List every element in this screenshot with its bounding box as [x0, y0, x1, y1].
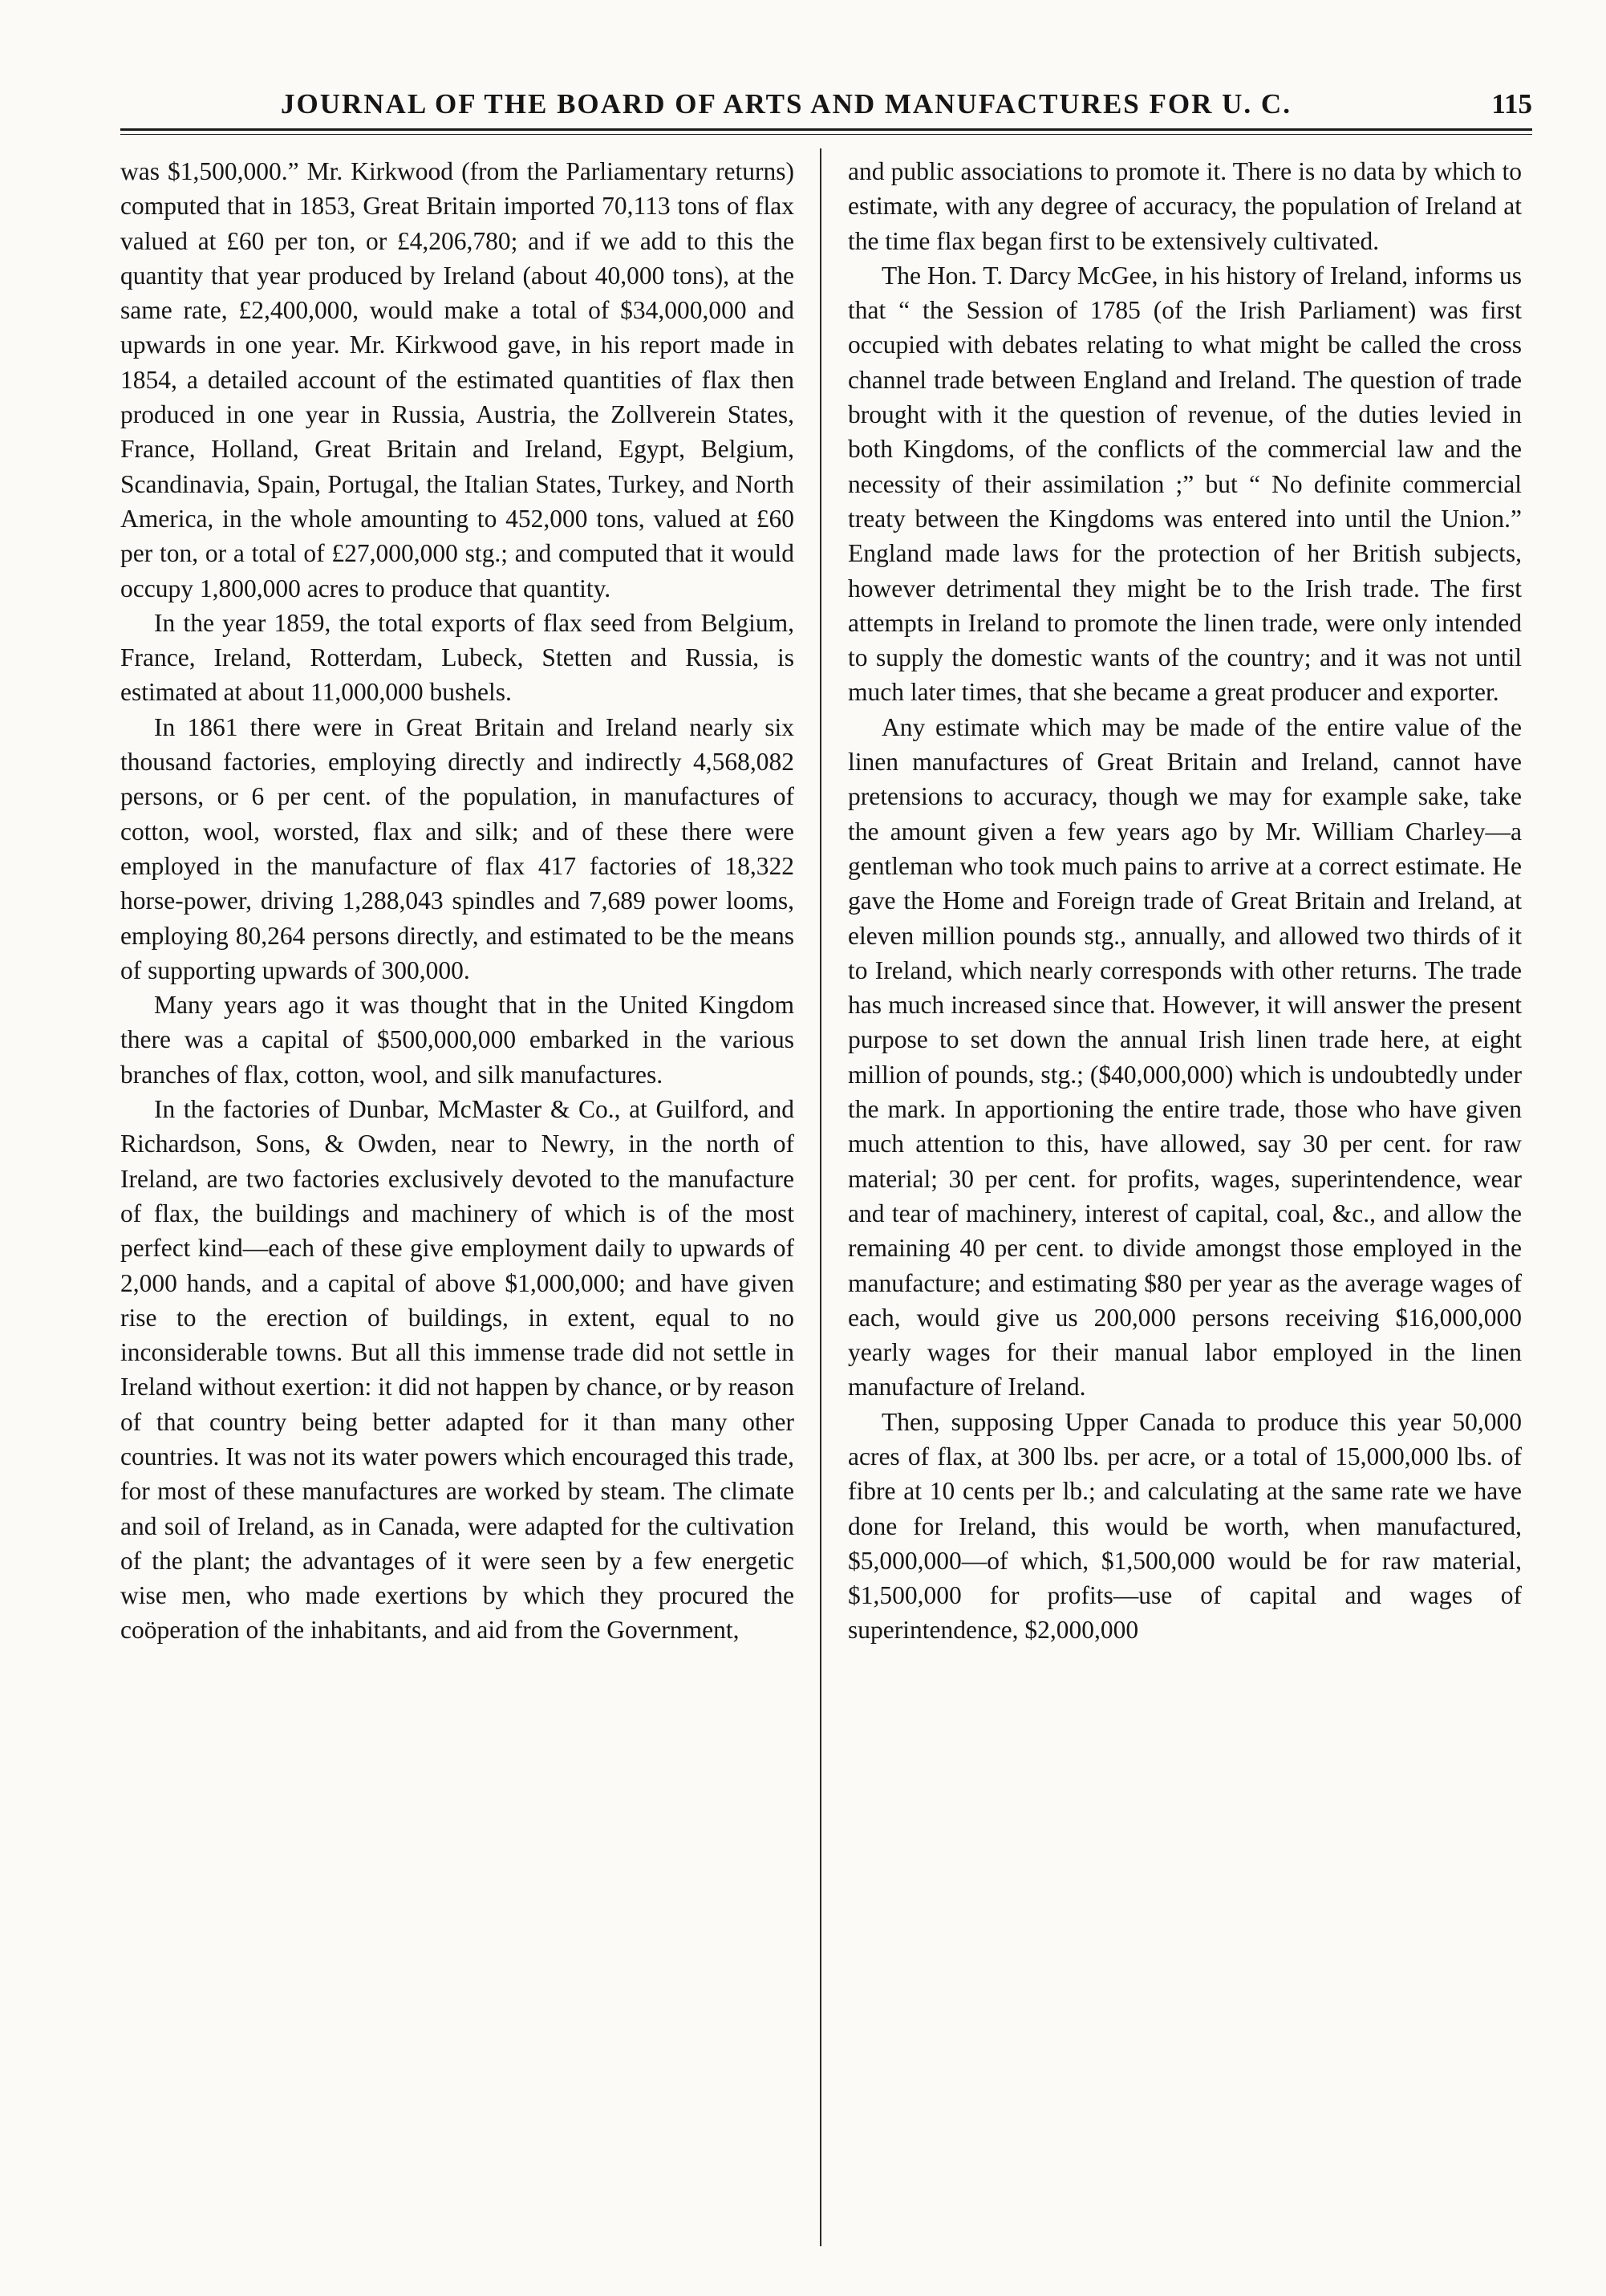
paragraph: The Hon. T. Darcy McGee, in his history of Ireland, informs us that “ the Session of 1785 (of the Irish Parliament) was first occupied with debates relating to what might be called the cross channel trade between England and Ireland. The question of trade brought with it the question of revenue, of the duties levied in both Kingdoms, of the conflicts of the commercial law and the necessity of their assimilation ;” but “ No definite commercial treaty between the Kingdoms was entered into until the Union.” England made laws for the protection of her British subjects, however detrimental they might be to the Irish trade. The first attempts in Ireland to promote the linen trade, were only intended to supply the domestic wants of the country; and it was not until much later times, that she became a great producer and exporter. [848, 261, 1522, 707]
paragraph: was $1,500,000.” Mr. Kirkwood (from the Parliamentary returns) computed that in 1853, Great Britain imported 70,113 tons of flax valued at £60 per ton, or £4,206,780; and if we add to this the quantity that year produced by Ireland (about 40,000 tons), at the same rate, £2,400,000, would make a total of $34,000,000 and upwards in one year. Mr. Kirkwood gave, in his report made in 1854, a detailed account of the estimated quantities of flax then produced in one year in Russia, Austria, the Zollverein States, France, Holland, Great Britain and Ireland, Egypt, Belgium, Scandinavia, Spain, Portugal, the Italian States, Turkey, and North America, in the whole amounting to 452,000 tons, valued at £60 per ton, or a total of £27,000,000 stg.; and computed that it would occupy 1,800,000 acres to produce that quantity. [120, 157, 794, 602]
right-column [848, 154, 1522, 1648]
running-title: JOURNAL OF THE BOARD OF ARTS AND MANUFACTURES FOR U. C. [281, 88, 1292, 120]
paragraph: Then, supposing Upper Canada to produce this year 50,000 acres of flax, at 300 lbs. per acre, or a total of 15,000,000 lbs. of fibre at 10 cents per lb.; and calculating at the same rate we have done for Ireland, this would be worth, when manufactured, $5,000,000—of which, $1,500,000 would be for raw material, $1,500,000 for profits—use of capital and wages of superintendence, $2,000,000 [848, 1407, 1522, 1645]
paragraph: and public associations to promote it. There is no data by which to estimate, with any degree of accuracy, the population of Ireland at the time flax began first to be extensively cultivated. [848, 157, 1522, 255]
paragraph: In the factories of Dunbar, McMaster & Co., at Guilford, and Richardson, Sons, & Owden, near to Newry, in the north of Ireland, are two factories exclusively devoted to the manufacture of flax, the buildings and machinery of which is of the most perfect kind—each of these give employment daily to upwards of 2,000 hands, and a capital of above $1,000,000; and have given rise to the erection of buildings, in extent, equal to no inconsiderable towns. But all this immense trade did not settle in Ireland without exertion: it did not happen by chance, or by reason of that country being better adapted for it than many other countries. It was not its water powers which encouraged this trade, for most of these manufactures are worked by steam. The climate and soil of Ireland, as in Canada, were adapted for the cultivation of the plant; the advantages of it were seen by a few energetic wise men, who made exertions by which they procured the coöperation of the inhabitants, and aid from the Government, [120, 1095, 794, 1645]
running-head [120, 88, 1532, 128]
paragraph: In 1861 there were in Great Britain and Ireland nearly six thousand factories, employing directly and indirectly 4,568,082 persons, or 6 per cent. of the population, in manufactures of cotton, wool, worsted, flax and silk; and of these there were employed in the manufacture of flax 417 factories of 18,322 horse-power, driving 1,288,043 spindles and 7,689 power looms, employing 80,264 persons directly, and estimated to be the means of supporting upwards of 300,000. [120, 712, 794, 984]
paragraph: Many years ago it was thought that in the United Kingdom there was a capital of $500,000,000 embarked in the various branches of flax, cotton, wool, and silk manufactures. [120, 991, 794, 1089]
page-number: 115 [1491, 88, 1532, 120]
header-rule-thick [120, 128, 1532, 131]
paragraph: Any estimate which may be made of the entire value of the linen manufactures of Great Britain and Ireland, cannot have pretensions to accuracy, though we may for example sake, take the amount given a few years ago by Mr. William Charley—a gentleman who took much pains to arrive at a correct estimate. He gave the Home and Foreign trade of Great Britain and Ireland, at eleven million pounds stg., annually, and allowed two thirds of it to Ireland, which nearly corresponds with other returns. The trade has much increased since that. However, it will answer the present purpose to set down the annual Irish linen trade here, at eight million of pounds, stg.; ($40,000,000) which is undoubtedly under the mark. In apportioning the entire trade, those who have given much attention to this, have allowed, say 30 per cent. for raw material; 30 per cent. for profits, wages, superintendence, wear and tear of machinery, interest of capital, coal, &c., and allow the remaining 40 per cent. to divide amongst those employed in the manufacture; and estimating $80 per year as the average wages of each, would give us 200,000 persons receiving $16,000,000 yearly wages for their manual labor employed in the linen manufacture of Ireland. [848, 712, 1522, 1402]
paragraph: In the year 1859, the total exports of flax seed from Belgium, France, Ireland, Rotterdam, Lubeck, Stetten and Russia, is estimated at about 11,000,000 bushels. [120, 608, 794, 707]
header-rule-thin [120, 134, 1532, 135]
left-column [120, 154, 794, 1648]
column-divider [820, 148, 821, 2246]
